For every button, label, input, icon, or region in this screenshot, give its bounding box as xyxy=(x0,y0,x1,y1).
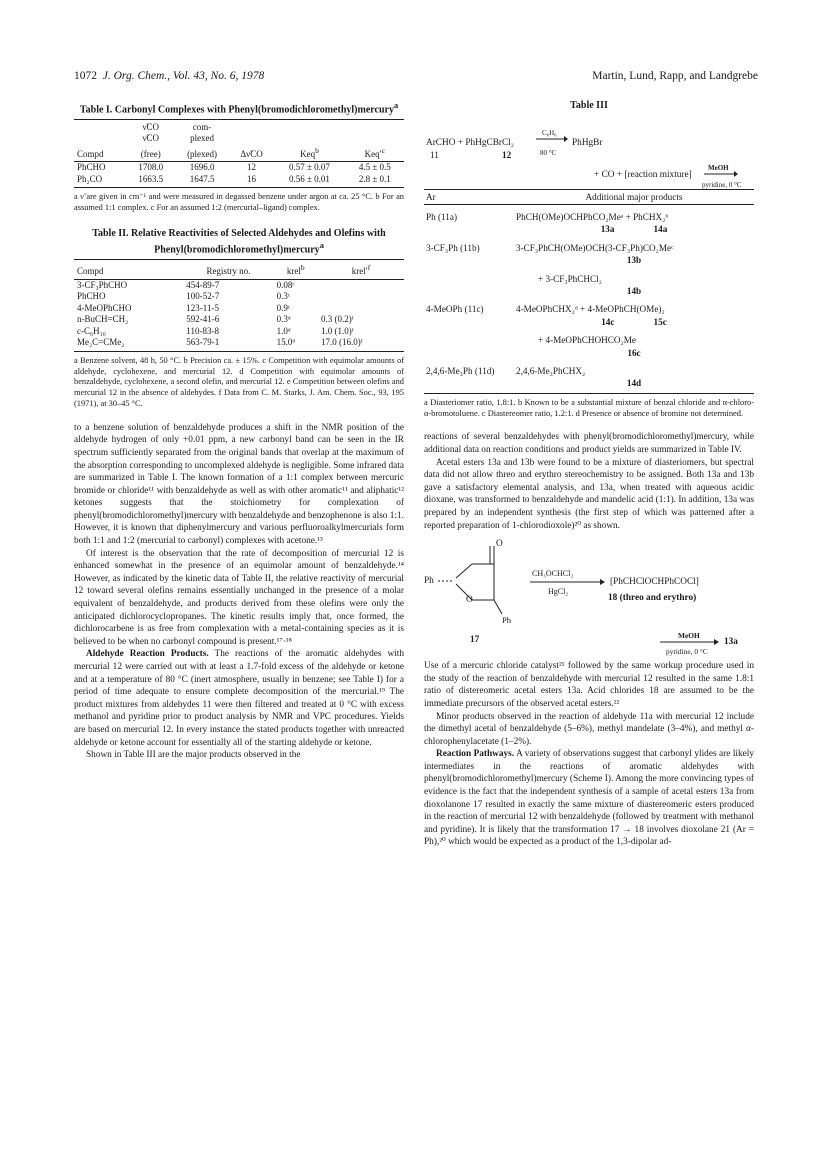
table-cell xyxy=(318,291,404,303)
table1-footnote: a ν̃ are given in cm⁻¹ and were measured in degassed benzene under argon at ca. 25 °C. b For an assumed 1:1 complex. c For an assumed 1:2 (mercurial–ligand) complex. xyxy=(74,192,404,213)
table-row xyxy=(424,204,754,223)
table2 xyxy=(74,259,404,352)
eq-meoh: MeOH xyxy=(708,163,729,172)
eq-reactants: ArCHO + PhHgCBrCl₂ xyxy=(426,137,515,148)
page-number: 1072 xyxy=(74,70,97,82)
table-cell: 14c 15c xyxy=(601,316,667,327)
table3-head-ar: Ar xyxy=(424,189,514,204)
table1-head-keq-sup: b xyxy=(315,145,319,155)
scheme-o-top: O xyxy=(496,539,503,550)
scheme-o-bottom: O xyxy=(466,595,473,606)
table-cell: 15.0ᵈ xyxy=(274,337,318,351)
eq-middle: + CO + [reaction mixture] xyxy=(594,169,692,180)
table-cell: 13a 14a xyxy=(600,224,668,235)
table-cell: 0.9ᶜ xyxy=(276,302,291,313)
table2-footnote: a Benzene solvent, 48 h, 50 °C. b Precision ca. ± 15%. c Competition with equimolar amounts of aldehyde, cyclohexene, and mercurial 12. d Competition with equimolar amounts of benzaldehyde, cyclohexene, a second olefin, and mercurial 12. e Competition between olefins and mercurial 12 in the absence of aldehydes. f Data from C. M. Starks, J. Am. Chem. Soc., 93, 195 (1971), at 30–45 °C. xyxy=(74,355,404,408)
body-paragraph: Use of a mercuric chloride catalyst²¹ followed by the same workup procedure used in the study of the reaction of benzaldehyde with mercurial 12 resulted in the same 1.8:1 ratio of distereomeric acetal esters 13a. Acid chlorides 18 are assumed to be the immediate precursors of the observed acetal esters.²² xyxy=(424,661,754,709)
table-cell: 4.5 ± 0.5 xyxy=(358,162,391,173)
table-cell: 3-CF₃Ph (11b) xyxy=(426,242,480,253)
table3-equation xyxy=(424,113,754,189)
table1-h2-c3: plexed xyxy=(190,133,215,144)
table-row xyxy=(424,223,754,235)
paragraph-text: A variety of observations suggest that carbonyl ylides are likely intermediates in the reactions of aromatic aldehydes with phenyl(bromodichloromethyl)mercury (Scheme I). Among the more convincing types of evidence is the fact that the independent synthesis of a sample of acetal esters 13a from dioxolanone 17 resulted in exactly the same mixture of diastereomeric esters produced in the reaction of mercurial 12 with benzaldehyde (followed by treatment with methanol and pyridine). It is likely that the transformation 17 → 18 involves dioxolane 21 (Ar = Ph),²⁰ which would be expected as a product of the 1,3-dipolar ad- xyxy=(424,749,755,848)
table2-title-sup: a xyxy=(319,241,324,251)
table2-head-krel2-text: krel′ xyxy=(351,266,368,277)
body-paragraph: Shown in Table III are the major products observed in the xyxy=(86,750,301,761)
table-cell: 592-41-6 xyxy=(186,314,220,325)
table-cell: PhCHO xyxy=(77,162,106,173)
table3-head-products: Additional major products xyxy=(514,189,754,204)
table1-head-keq2 xyxy=(346,145,404,162)
table-cell: 1708.0 xyxy=(138,162,164,173)
table-cell: 1696.0 xyxy=(189,162,215,173)
table-cell: 1647.5 xyxy=(174,174,229,188)
scheme-product: [PhCHClOCHPhCOCl] xyxy=(610,577,699,588)
eq-product: PhHgBr xyxy=(572,137,603,148)
table-cell: PhCHO xyxy=(77,291,106,302)
table1-h1-c3: com- xyxy=(174,119,229,133)
body-paragraph: Acetal esters 13a and 13b were found to be a mixture of diasteriomers, but spectral data did not allow threo and erythro stereochemistry to be assigned. Both 13a and 13b gave a satisfactory elemental analysis, and 13a, when treated with aqueous acidic dioxane, was transformed to benzaldehyde and mandelic acid (1:1). In addition, 13a was prepared by an independent synthesis (the first step of which was patterned after a reported preparation of 1-chlorodioxole)²⁰ as shown. xyxy=(424,457,754,531)
eq-pyridine: pyridine, 0 °C xyxy=(702,180,742,189)
table2-head-compd: Compd xyxy=(74,260,183,280)
eq-cond-bottom: 80 °C xyxy=(540,148,557,157)
table-cell: 16 xyxy=(230,174,274,188)
header-left xyxy=(74,70,264,82)
synthesis-scheme xyxy=(424,538,754,658)
eq-label-11: 11 xyxy=(430,150,439,161)
table-cell: 0.57 ± 0.07 xyxy=(288,162,330,173)
table-cell: 13b xyxy=(626,255,642,266)
table-row xyxy=(424,267,754,285)
header-authors: Martin, Lund, Rapp, and Landgrebe xyxy=(592,70,758,82)
table-cell: 14b xyxy=(626,285,642,296)
table-cell: 4-MeOPhCHX₂ᵈ + 4-MeOPhCH(OMe)₂ xyxy=(516,304,665,315)
reaction-arrow xyxy=(536,135,568,143)
body-paragraph: Of interest is the observation that the rate of decomposition of mercurial 12 is enhanced somewhat in the presence of an equimolar amount of benzaldehyde.¹⁴ However, as indicated by the kinetic data of Table II, the relative reactivity of mercurial 12 toward several olefins remains essentially unchanged in the presence of a molar equivalent of benzaldehyde, and products derived from these olefins were only the anticipated dichlorocyclopropanes. The kinetic results imply that, once formed, the dichlorocarbene is as free from complexation with a metal-containing species as it is believed to be when no carbonyl compound is present.¹⁷·¹⁸ xyxy=(74,548,404,647)
table-row xyxy=(74,303,404,315)
body-paragraph: reactions of several benzaldehydes with phenyl(bromodichloromethyl)mercury, while additional data on reaction conditions and product yields are summarized in Table IV. xyxy=(424,432,754,455)
table1-title xyxy=(74,100,404,117)
scheme-catalyst: HgCl₂ xyxy=(548,587,569,597)
body-paragraph xyxy=(74,648,404,749)
table-cell: 0.08ᶜ xyxy=(276,279,295,290)
table-cell: 16c xyxy=(627,347,641,358)
table-row xyxy=(74,279,404,291)
table2-head-krel-text: krel xyxy=(286,266,301,277)
table-cell: 1663.5 xyxy=(127,174,174,188)
table1 xyxy=(74,119,404,189)
scheme-product-label: 18 (threo and erythro) xyxy=(608,593,697,604)
table-cell: 1.0 (1.0)ᶠ xyxy=(320,325,354,336)
table-cell: 3-CF₃PhCH(OMe)OCH(3-CF₃Ph)CO₂Meᶜ xyxy=(516,242,674,253)
table2-title-text: Table II. Relative Reactivities of Selected Aldehydes and Olefins with Phenyl(bromodichloromethyl)mercury xyxy=(92,227,386,256)
table-cell: Ph₂CO xyxy=(74,174,127,188)
table-cell: 100-52-7 xyxy=(186,291,220,302)
table-row xyxy=(424,254,754,266)
left-column xyxy=(74,100,404,762)
table2-head-krel2 xyxy=(318,260,404,280)
table-row xyxy=(424,377,754,393)
table-cell: 4-MeOPhCHO xyxy=(77,302,132,313)
table-cell: 4-MeOPh (11c) xyxy=(426,304,484,315)
table-cell: 0.3ᵈ xyxy=(276,314,291,325)
table-cell: Ph (11a) xyxy=(426,211,458,222)
table1-head-complexed: (plexed) xyxy=(174,145,229,162)
table3 xyxy=(424,189,754,394)
scheme-reagent: CH₃OCHCl₂ xyxy=(532,569,574,579)
table-cell: Me₂C=CMe₂ xyxy=(74,337,183,351)
table-cell xyxy=(424,328,514,346)
table-cell: 0.3 (0.2)ᶠ xyxy=(320,314,354,325)
table-cell: + 3-CF₃PhCHCl₂ xyxy=(538,273,602,284)
table-cell xyxy=(318,279,404,291)
eq-cond-top: C₆H₆ xyxy=(542,128,557,137)
table-cell: 14d xyxy=(514,377,754,393)
table-cell: c-C₆H₁₀ xyxy=(77,325,106,336)
table1-h2-c2: ν̃CO xyxy=(142,133,160,144)
table-cell: 0.3ᶜ xyxy=(276,291,291,302)
reaction-arrow xyxy=(704,170,738,178)
table1-head-keq xyxy=(273,145,345,162)
body-paragraph xyxy=(424,748,754,849)
table-row xyxy=(74,162,404,174)
table-cell: + 4-MeOPhCHOHCO₂Me xyxy=(538,335,636,346)
table2-title xyxy=(74,228,404,257)
paragraph-text: The reactions of the aromatic aldehydes with mercurial 12 were carried out with at least a 1.7-fold excess of the aldehyde or ketone and at a temperature of 80 °C (inert atmosphere, usually in benzene; see Table I) for a period of time adequate to ensure complete decomposition of the mercurial.¹⁹ The product mixtures from aldehydes 11 were then filtered and treated at 0 °C with excess methanol and pyridine prior to product analysis by NMR and VPC procedures. Yields are based on mercurial 12. In every instance the stated products together with unreacted aldehyde or ketone account for essentially all of the starting aldehyde or ketone. xyxy=(74,649,405,748)
table-row xyxy=(424,347,754,359)
scheme-ph-bottom: Ph xyxy=(502,615,512,626)
table2-head-krel xyxy=(274,260,318,280)
table1-title-sup: a xyxy=(393,101,399,110)
table-cell: 2.8 ± 0.1 xyxy=(346,174,404,188)
eq-label-12: 12 xyxy=(502,150,512,161)
table-cell: 3-CF₃PhCHO xyxy=(77,279,128,290)
scheme-meoh: MeOH xyxy=(678,631,700,641)
table-row xyxy=(424,236,754,254)
table-row xyxy=(74,314,404,326)
table-cell: 2,4,6-Me₃PhCHX₂ xyxy=(516,365,586,376)
table-cell: 17.0 (16.0)ᶠ xyxy=(318,337,404,351)
table-row xyxy=(424,316,754,328)
scheme-label-17: 17 xyxy=(470,635,480,646)
table-cell: 454-89-7 xyxy=(186,279,220,290)
table-cell: 110-83-8 xyxy=(186,325,219,336)
table3-title: Table III xyxy=(570,100,608,111)
table1-h1-c2: ν̃CO xyxy=(127,119,174,133)
table-row xyxy=(74,337,404,351)
table-cell: 1.0ᵈ xyxy=(276,325,291,336)
table2-head-krel2-sup: f xyxy=(367,263,371,273)
table-cell: PhCH(OMe)OCHPhCO₂Meᵃ + PhCHX₂ᵇ xyxy=(516,211,669,222)
table1-head-free: (free) xyxy=(127,145,174,162)
table-cell: 2,4,6-Me₃Ph (11d) xyxy=(426,365,495,376)
scheme-ph-left: Ph xyxy=(424,576,434,587)
table-row xyxy=(424,328,754,346)
table1-head-delta: Δν̃CO xyxy=(230,145,274,162)
table-cell xyxy=(318,303,404,315)
table2-head-krel-sup: b xyxy=(300,263,305,273)
table1-title-text: Table I. Carbonyl Complexes with Phenyl(bromodichloromethyl)mercury xyxy=(79,104,394,116)
table-row xyxy=(74,174,404,188)
table-row xyxy=(74,291,404,303)
table-row xyxy=(424,285,754,297)
table1-head-keq2-sup: c xyxy=(381,145,385,155)
table-cell: 563-79-1 xyxy=(183,337,273,351)
table-cell: n-BuCH=CH₂ xyxy=(77,314,129,325)
table1-head-compd: Compd xyxy=(74,145,127,162)
table-row xyxy=(74,326,404,338)
table-row xyxy=(424,297,754,315)
scheme-final-13a: 13a xyxy=(724,637,738,648)
table-row xyxy=(424,359,754,377)
scheme-conditions: pyridine, 0 °C xyxy=(666,647,708,657)
table-cell: 123-11-5 xyxy=(186,302,219,313)
body-paragraph: Minor products observed in the reaction of aldehyde 11a with mercurial 12 include the dimethyl acetal of benzaldehyde (5–6%), methyl mandelate (3–4%), and methyl α-chlorophenylacetate (1–2%). xyxy=(424,711,754,747)
table2-head-registry: Registry no. xyxy=(183,260,273,280)
section-heading: Aldehyde Reaction Products. xyxy=(86,649,209,660)
table1-head-keq2-text: Keq′ xyxy=(364,148,382,159)
table-cell: 12 xyxy=(247,162,257,173)
table3-footnote: a Diasteriomer ratio, 1.8:1. b Known to be a substantial mixture of benzal chloride and α-chloro-α-bromotoluene. c Diastereomer ratio, 1.2:1. d Presence or absence of bromine not determined. xyxy=(424,397,754,418)
journal-citation: J. Org. Chem., Vol. 43, No. 6, 1978 xyxy=(102,70,265,82)
section-heading: Reaction Pathways. xyxy=(436,749,515,760)
body-paragraph: to a benzene solution of benzaldehyde produces a shift in the NMR position of the aldehyde hydrogen of only +0.01 ppm, a new carbonyl band can be seen in the IR spectrum sufficiently separated from the original bands that overlap at the maximum of the absorption corresponding to uncomplexed aldehyde is negligible. Some infrared data are summarized in Table I. The known formation of a 1:1 complex between mercuric bromide or chloride¹¹ with benzaldehyde as well as with other aromatic¹¹ and aliphatic¹² ketones suggests that the stoichiometry for complexation of phenyl(bromodichloromethyl)mercury with benzaldehyde and benzophenone is also 1:1. However, it is known that diphenylmercury and various perfluoroalkylmercurials form both 1:1 and 1:2 (mercurial to carbonyl) complexes with acetone.¹³ xyxy=(74,422,404,547)
table1-head-keq-text: Keq xyxy=(300,148,316,159)
table-cell: 0.56 ± 0.01 xyxy=(273,174,345,188)
right-column xyxy=(424,100,754,849)
table-cell xyxy=(424,267,514,285)
